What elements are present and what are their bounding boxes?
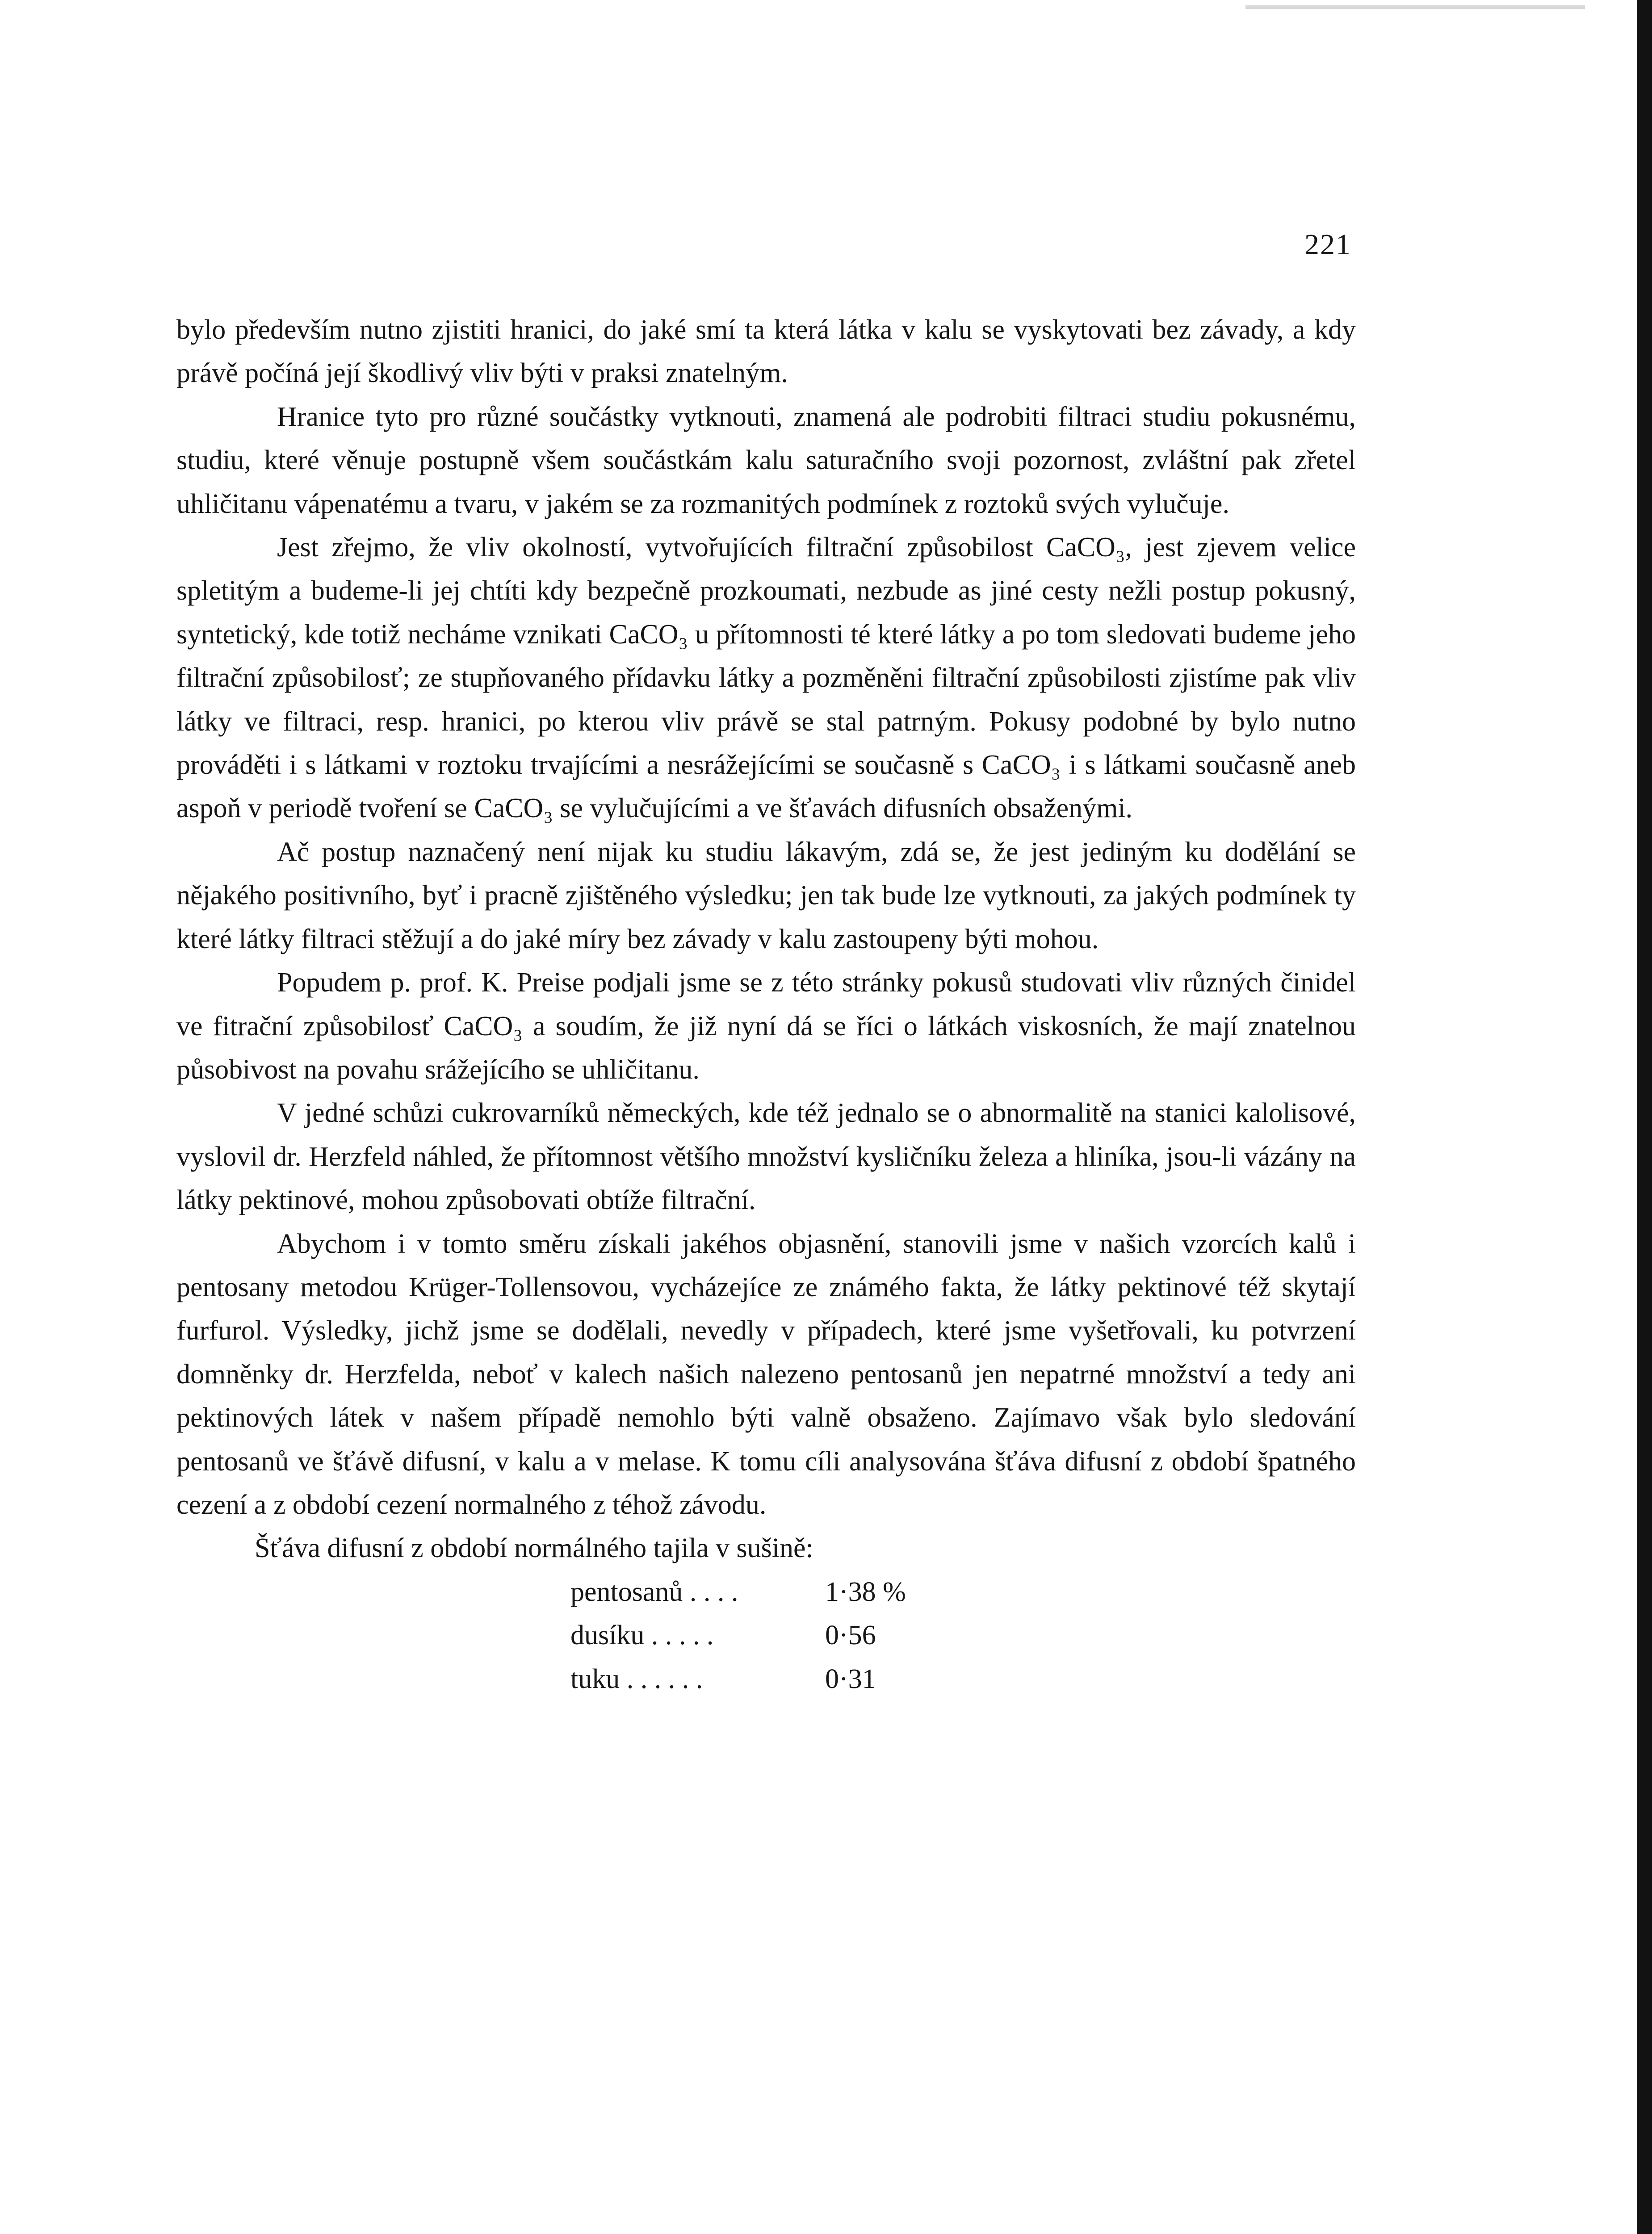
page-number: 221: [1304, 228, 1351, 261]
paragraph-4: Ač postup naznačený není nijak ku studiu lákavým, zdá se, že jest jediným ku dodělání se nějakého positivního, byť i pracně zjištěného výsledku; jen tak bude lze vytknouti, za jakých podmínek ty které látky filtraci stěžují a do jaké míry bez závady v kalu zastoupeny býti mohou.: [176, 836, 1356, 954]
page-body: [176, 308, 1356, 1701]
composition-label: tuku . . . . . .: [570, 1663, 703, 1694]
composition-row: [570, 1614, 1356, 1657]
composition-row: [570, 1571, 1356, 1614]
composition-list: [570, 1571, 1356, 1701]
scan-edge-right: [1637, 0, 1652, 2234]
scan-edge-top: [1245, 5, 1585, 9]
composition-value: 0·56: [825, 1620, 876, 1651]
paragraph-6: V jedné schůzi cukrovarníků německých, kde též jednalo se o abnormalitě na stanici kalolisové, vyslovil dr. Herzfeld náhled, že přítomnost většího množství kysličníku železa a hliníka, jsou-li vázány na látky pektinové, mohou způsobovati obtíže filtrační.: [176, 1098, 1356, 1216]
composition-label: dusíku . . . . .: [570, 1620, 714, 1651]
paragraph-7: Abychom i v tomto směru získali jakéhos objasnění, stanovili jsme v našich vzorcích kalů i pentosany metodou Krüger-Tollensovou, vycházejíce ze známého fakta, že látky pektinové též skytají furfurol. Výsledky, jichž jsme se dodělali, nevedly v případech, které jsme vyšetřovali, ku potvrzení domněnky dr. Herzfelda, neboť v kalech našich nalezeno pentosanů jen nepatrné množství a tedy ani pektinových látek v našem případě nemohlo býti valně obsaženo. Zajímavo však bylo sledování pentosanů ve šťávě difusní, v kalu a v melase. K tomu cíli analysována šťáva difusní z období špatného cezení a z období cezení normalného z téhož závodu.: [176, 1228, 1356, 1520]
table-intro: Šťáva difusní z období normálného tajila v sušině:: [255, 1533, 813, 1564]
composition-row: [570, 1658, 1356, 1701]
composition-value: 1·38 %: [825, 1576, 906, 1607]
paragraph-3: Jest zřejmo, že vliv okolností, vytvořujících filtrační způsobilost CaCO₃, jest zjevem velice spletitým a budeme-li jej chtíti kdy bezpečně prozkoumati, nezbude as jiné cesty nežli postup pokusný, syntetický, kde totiž necháme vznikati CaCO₃ u přítomnosti té které látky a po tom sledovati budeme jeho filtrační způsobilosť; ze stupňovaného přídavku látky a pozměněni filtrační způsobilosti zjistíme pak vliv látky ve filtraci, resp. hranici, po kterou vliv právě se stal patrným. Pokusy podobné by bylo nutno prováděti i s látkami v roztoku trvajícími a nesrážejícími se současně s CaCO₃ i s látkami současně aneb aspoň v periodě tvoření se CaCO₃ se vylučujícími a ve šťavách difusních obsaženými.: [176, 532, 1356, 824]
composition-label: pentosanů . . . .: [570, 1576, 738, 1607]
paragraph-5: Popudem p. prof. K. Preise podjali jsme se z této stránky pokusů studovati vliv různých činidel ve fitrační způsobilosť CaCO₃ a soudím, že již nyní dá se říci o látkách viskosních, že mají znatelnou působivost na povahu srážejícího se uhličitanu.: [176, 967, 1356, 1085]
paragraph-1: bylo především nutno zjistiti hranici, do jaké smí ta která látka v kalu se vyskytovati bez závady, a kdy právě počíná její škodlivý vliv býti v praksi znatelným.: [176, 315, 1356, 389]
composition-value: 0·31: [825, 1663, 876, 1694]
paragraph-2: Hranice tyto pro různé součástky vytknouti, znamená ale podrobiti filtraci studiu pokusnému, studiu, které věnuje postupně všem součástkám kalu saturačního svoji pozornost, zvláštní pak zřetel uhličitanu vápenatému a tvaru, v jakém se za rozmanitých podmínek z roztoků svých vylučuje.: [176, 401, 1356, 519]
